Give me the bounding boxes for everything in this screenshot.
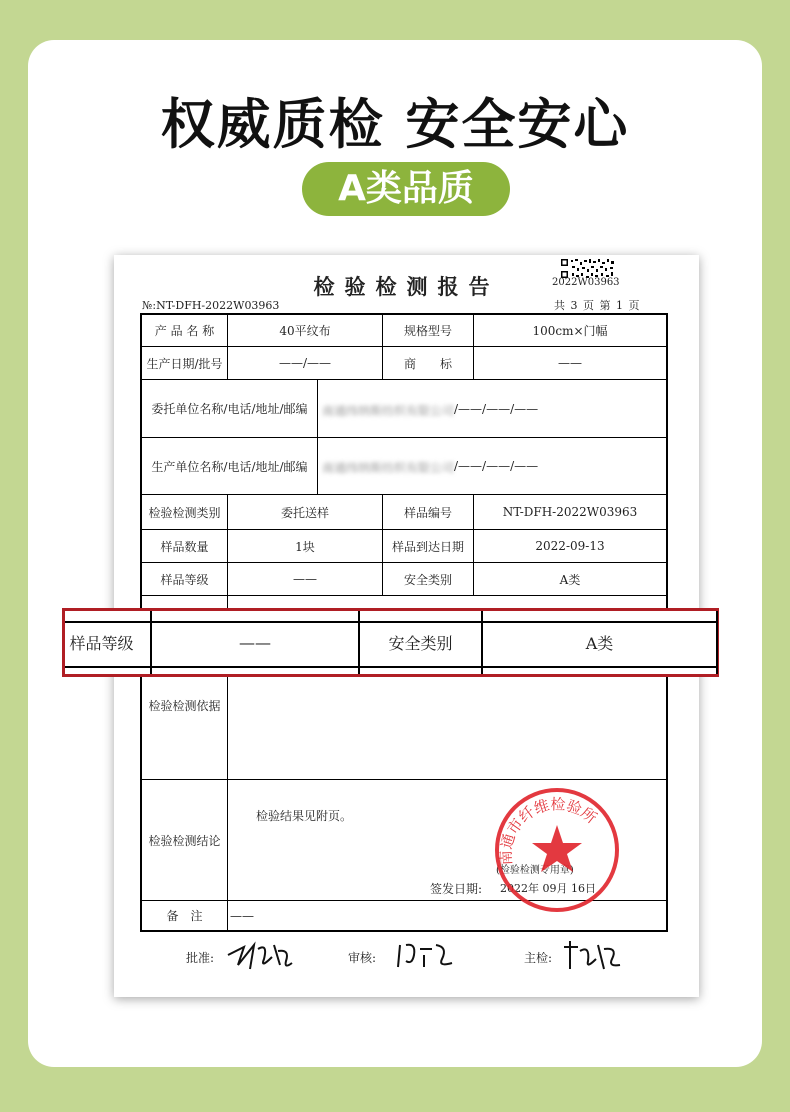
manufacturer-name-redacted: 南通纬纳斯纺织有限公司 bbox=[322, 461, 455, 475]
quality-badge: A类品质 bbox=[302, 162, 510, 216]
review-label: 审核: bbox=[347, 950, 377, 965]
table-line bbox=[140, 779, 667, 780]
headline: 权威质检 安全安心 bbox=[160, 93, 630, 156]
arrival-date-label: 样品到达日期 bbox=[391, 539, 464, 554]
brand-value: —— bbox=[558, 356, 582, 370]
sample-number-value: NT-DFH-2022W03963 bbox=[502, 505, 638, 519]
manufacturer-label: 生产单位名称/电话/地址/邮编 bbox=[151, 459, 308, 474]
sample-grade-value: —— bbox=[293, 572, 317, 586]
spec-value: 100cm×门幅 bbox=[532, 323, 608, 338]
zoom-grade-label: 样品等级 bbox=[69, 634, 134, 653]
zoom-safety-label: 安全类别 bbox=[388, 634, 453, 653]
arrival-date-value: 2022-09-13 bbox=[535, 539, 605, 553]
sample-quantity-value: 1块 bbox=[295, 539, 315, 554]
product-name-label: 产 品 名 称 bbox=[154, 323, 215, 338]
inspection-basis-label: 检验检测依据 bbox=[148, 698, 221, 713]
conclusion-label: 检验检测结论 bbox=[148, 833, 221, 848]
zoomed-highlight-row bbox=[62, 608, 719, 677]
safety-category-value: A类 bbox=[559, 572, 581, 587]
inspector-signature-icon bbox=[560, 935, 624, 975]
conclusion-text: 检验结果见附页。 bbox=[256, 808, 353, 823]
issue-date-value: 2022年 09月 16日 bbox=[500, 882, 596, 895]
document-number: №:NT-DFH-2022W03963 bbox=[142, 299, 280, 312]
qr-number: 2022W03963 bbox=[552, 277, 620, 288]
table-line bbox=[317, 379, 318, 494]
zoom-grade-value: —— bbox=[239, 633, 271, 652]
issue-date-label: 签发日期: bbox=[430, 881, 483, 896]
remark-value: —— bbox=[230, 908, 254, 923]
remark-label: 备 注 bbox=[166, 909, 203, 923]
production-date-value: ——/—— bbox=[278, 356, 332, 370]
report-title: 检验检测报告 bbox=[313, 274, 500, 299]
inspection-type-value: 委托送样 bbox=[280, 505, 329, 520]
zoom-safety-value: A类 bbox=[585, 634, 614, 653]
approve-label: 批准: bbox=[185, 950, 215, 965]
table-line bbox=[140, 595, 667, 596]
spec-label: 规格型号 bbox=[403, 323, 452, 338]
sample-number-label: 样品编号 bbox=[403, 505, 452, 520]
inspection-type-label: 检验检测类别 bbox=[148, 505, 221, 520]
brand-label: 商 标 bbox=[403, 356, 452, 371]
table-line bbox=[140, 930, 667, 932]
reviewer-signature-icon bbox=[394, 937, 458, 973]
client-label: 委托单位名称/电话/地址/邮编 bbox=[151, 402, 308, 416]
sample-grade-label: 样品等级 bbox=[160, 572, 209, 587]
sample-quantity-label: 样品数量 bbox=[160, 539, 209, 554]
zoom-line bbox=[716, 611, 718, 674]
seal-text: 南通市纤维检验所 bbox=[496, 795, 601, 866]
production-date-label: 生产日期/批号 bbox=[146, 356, 223, 371]
page-info: 共 3 页 第 1 页 bbox=[554, 299, 641, 312]
client-name-redacted: 南通纬纳斯纺织有限公司 bbox=[322, 404, 455, 418]
client-value: /——/——/—— bbox=[454, 401, 539, 416]
official-seal-icon bbox=[492, 785, 622, 915]
manufacturer-value: /——/——/—— bbox=[454, 459, 539, 473]
product-name-value: 40平纹布 bbox=[279, 323, 331, 338]
inspector-label: 主检: bbox=[523, 950, 553, 965]
safety-category-label: 安全类别 bbox=[403, 572, 452, 587]
approver-signature-icon bbox=[224, 935, 296, 975]
stamp-note: (检验检测专用章) bbox=[496, 864, 574, 876]
